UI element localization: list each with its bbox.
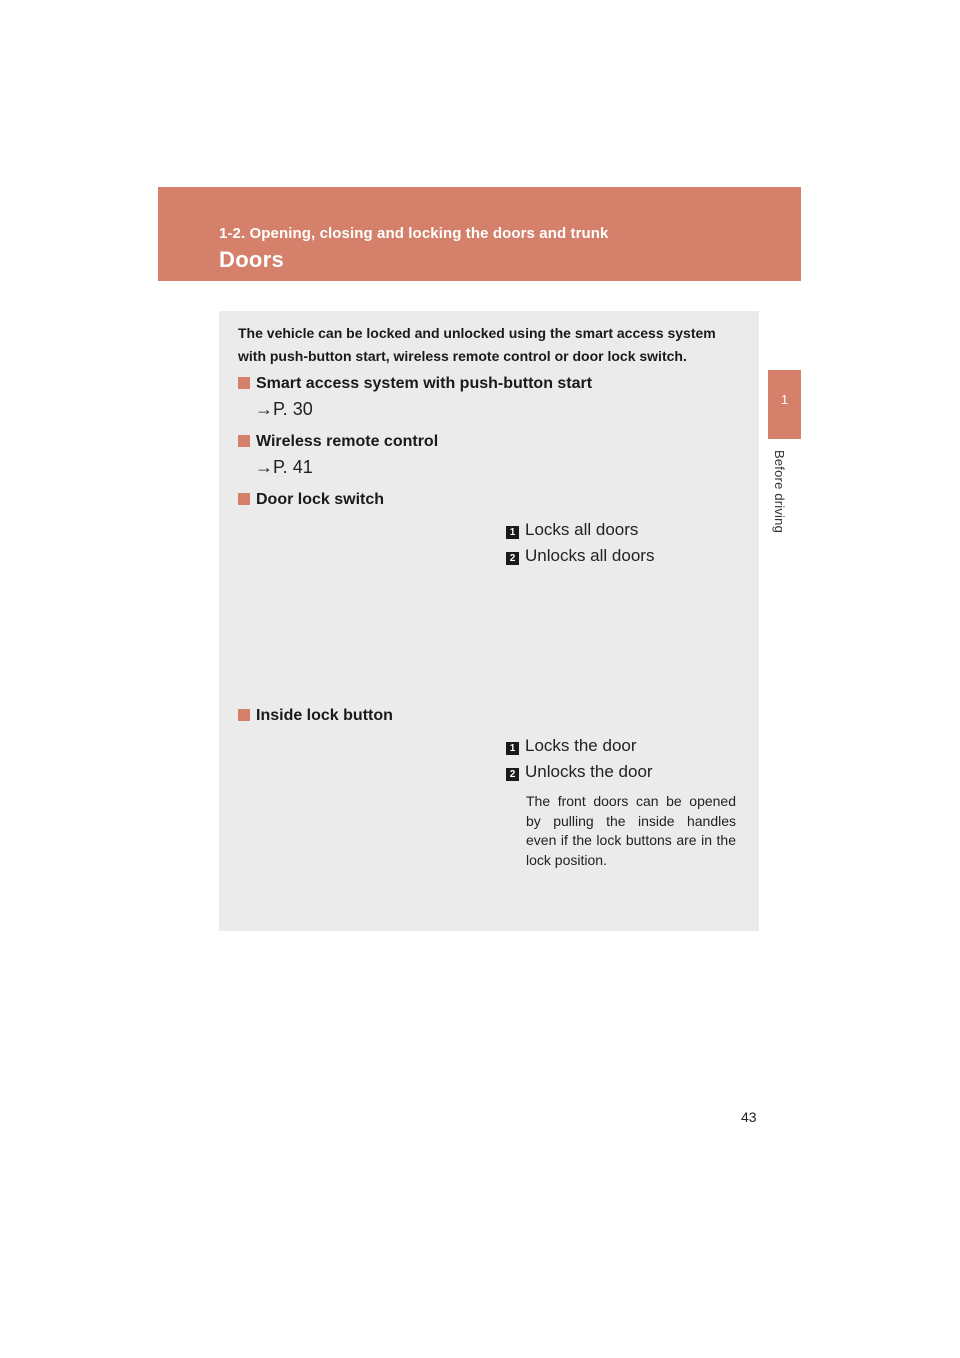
number-badge: 2: [506, 552, 519, 565]
page-reference-link[interactable]: →P. 30: [255, 399, 313, 419]
item-label: Unlocks the door: [525, 762, 653, 781]
intro-text: The vehicle can be locked and unlocked using the smart access system with push-button start, wireless remote control or door lock switch.: [238, 325, 716, 364]
heading-text: Inside lock button: [256, 707, 393, 724]
square-bullet-icon: [238, 377, 250, 389]
heading-inside-lock: [238, 707, 393, 725]
chapter-number: 1: [780, 392, 789, 407]
heading-smart-access: [238, 375, 592, 393]
page-title: Doors: [219, 247, 285, 272]
list-item: [506, 546, 654, 566]
content-panel: [219, 311, 759, 931]
number-badge: 1: [506, 526, 519, 539]
page-number: 43: [741, 1109, 757, 1125]
heading-text: Door lock switch: [256, 491, 385, 508]
heading-text: Smart access system with push-button start: [256, 375, 593, 392]
chapter-tab[interactable]: [768, 370, 801, 439]
heading-text: Wireless remote control: [256, 433, 439, 450]
section-title: 1-2. Opening, closing and locking the doors and trunk: [219, 225, 609, 242]
list-item: [506, 762, 653, 782]
number-badge: 1: [506, 742, 519, 755]
list-item: [506, 520, 638, 540]
item-label: Locks all doors: [525, 520, 639, 539]
square-bullet-icon: [238, 435, 250, 447]
header-banner: [158, 187, 801, 281]
square-bullet-icon: [238, 709, 250, 721]
page-reference-link[interactable]: →P. 41: [255, 457, 313, 477]
item-label: Unlocks all doors: [525, 546, 655, 565]
heading-door-lock-switch: [238, 491, 384, 509]
chapter-label: Before driving: [772, 450, 787, 534]
list-item: [506, 736, 637, 756]
note-text: The front doors can be opened by pulling the inside handles even if the lock buttons are in the lock position.: [526, 793, 736, 868]
number-badge: 2: [506, 768, 519, 781]
item-label: Locks the door: [525, 736, 637, 755]
square-bullet-icon: [238, 493, 250, 505]
heading-wireless-remote: [238, 433, 438, 451]
